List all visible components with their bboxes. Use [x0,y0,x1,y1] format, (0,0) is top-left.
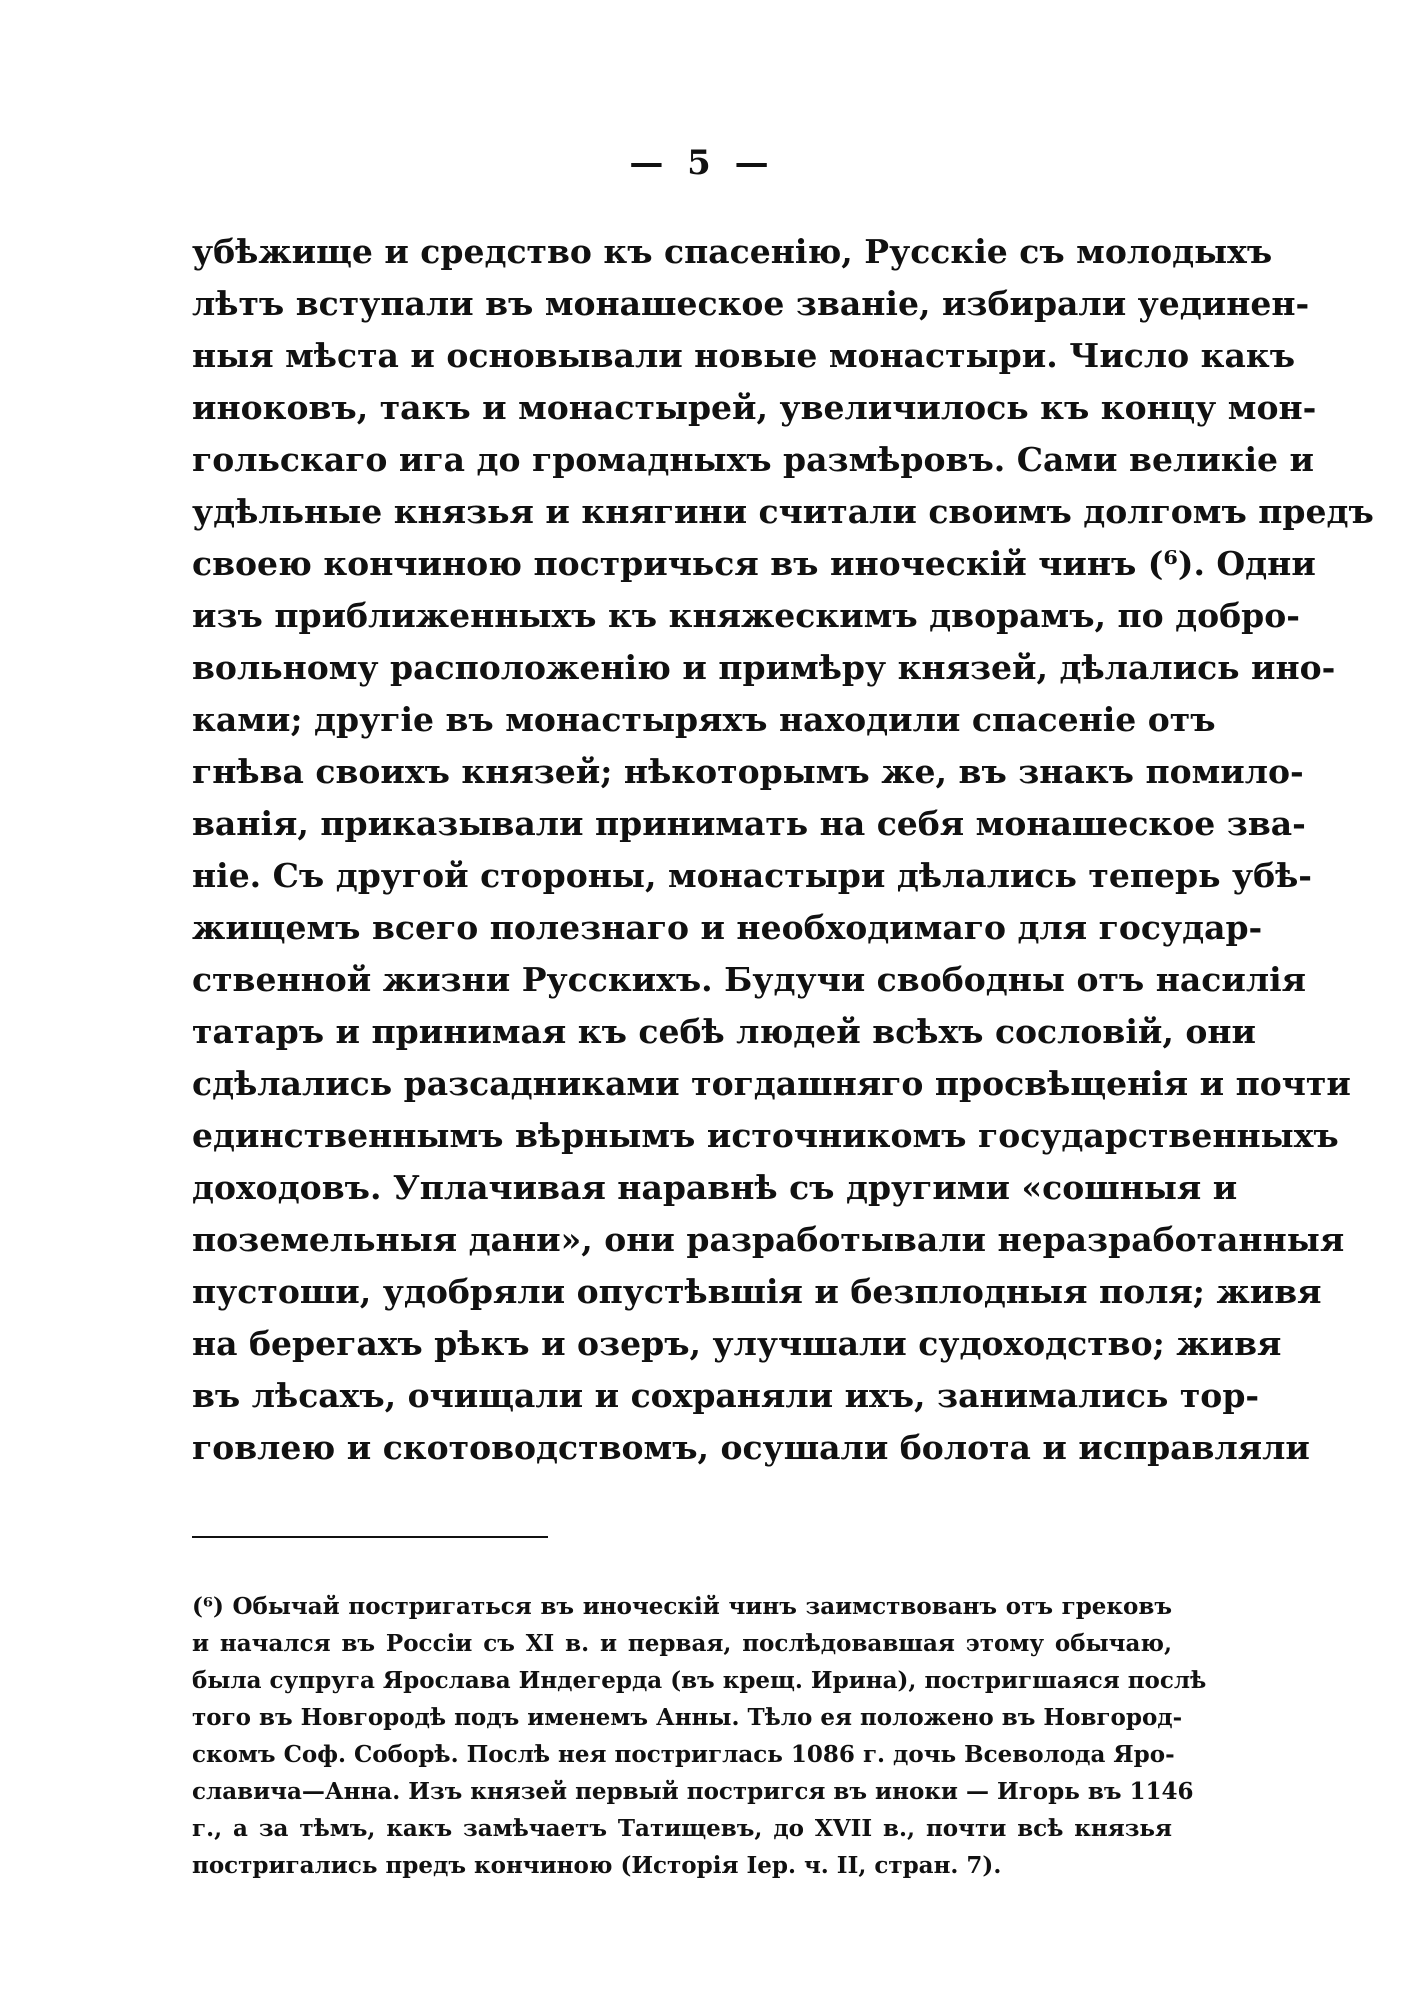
text-line: убѣжище и средство къ спасенію, Русскіе съ молодыхъ [192,232,1273,271]
text-line: своею кончиною постричься въ иноческій чинъ (⁶). Одни [192,544,1316,583]
text-line: удѣльные князья и княгини считали своимъ долгомъ предъ [192,492,1374,531]
footnote-line: скомъ Соф. Соборѣ. Послѣ нея постриглась 1086 г. дочь Всеволода Яро- [192,1741,1175,1768]
text-line: изъ приближенныхъ къ княжескимъ дворамъ, по добро- [192,596,1300,635]
page-number: — 5 — [629,143,775,183]
text-line: ныя мѣста и основывали новые монастыри. Число какъ [192,336,1296,375]
main-text [192,226,1374,1474]
text-line: ственной жизни Русскихъ. Будучи свободны отъ насилія [192,960,1307,999]
text-line: гнѣва своихъ князей; нѣкоторымъ же, въ знакъ помило- [192,752,1304,791]
footnote-line: славича—Анна. Изъ князей первый постригся въ иноки — Игорь въ 1146 [192,1778,1194,1805]
text-line: сдѣлались разсадниками тогдашняго просвѣщенія и почти [192,1064,1351,1103]
footnote-line: и начался въ Россіи съ XI в. и первая, послѣдовавшая этому обычаю, [192,1630,1172,1657]
footnote-line: (⁶) Обычай постригаться въ иноческій чинъ заимствованъ отъ грековъ [192,1593,1172,1620]
text-line: пустоши, удобряли опустѣвшія и безплодныя поля; живя [192,1272,1322,1311]
text-line: ніе. Съ другой стороны, монастыри дѣлались теперь убѣ- [192,856,1313,895]
text-line: единственнымъ вѣрнымъ источникомъ государственныхъ [192,1116,1339,1155]
text-line: ками; другіе въ монастыряхъ находили спасеніе отъ [192,700,1216,739]
footnote-line: того въ Новгородѣ подъ именемъ Анны. Тѣло ея положено въ Новгород- [192,1704,1183,1731]
text-line: на берегахъ рѣкъ и озеръ, улучшали судоходство; живя [192,1324,1282,1363]
text-line: татаръ и принимая къ себѣ людей всѣхъ сословій, они [192,1012,1256,1051]
text-line: ванія, приказывали принимать на себя монашеское зва- [192,804,1306,843]
text-line: жищемъ всего полезнаго и необходимаго для государ- [192,908,1263,947]
text-line: поземельныя дани», они разработывали неразработанныя [192,1220,1345,1259]
footnote-line: г., а за тѣмъ, какъ замѣчаетъ Татищевъ, до XVII в., почти всѣ князья [192,1815,1172,1842]
footnote-line: постригались предъ кончиною (Исторія Іер. ч. II, стран. 7). [192,1852,1002,1879]
text-line: иноковъ, такъ и монастырей, увеличилось къ концу мон- [192,388,1317,427]
footnote [192,1588,1207,1884]
text-line: гольскаго ига до громадныхъ размѣровъ. Сами великіе и [192,440,1315,479]
text-line: доходовъ. Уплачивая наравнѣ съ другими «сошныя и [192,1168,1238,1207]
footnote-line: была супруга Ярослава Индегерда (въ крещ. Ирина), постригшаяся послѣ [192,1667,1207,1694]
text-line: въ лѣсахъ, очищали и сохраняли ихъ, занимались тор- [192,1376,1260,1415]
text-line: говлею и скотоводствомъ, осушали болота и исправляли [192,1428,1310,1467]
footnote-divider [192,1536,548,1538]
text-line: вольному расположенію и примѣру князей, дѣлались ино- [192,648,1336,687]
text-line: лѣтъ вступали въ монашеское званіе, избирали уединен- [192,284,1310,323]
